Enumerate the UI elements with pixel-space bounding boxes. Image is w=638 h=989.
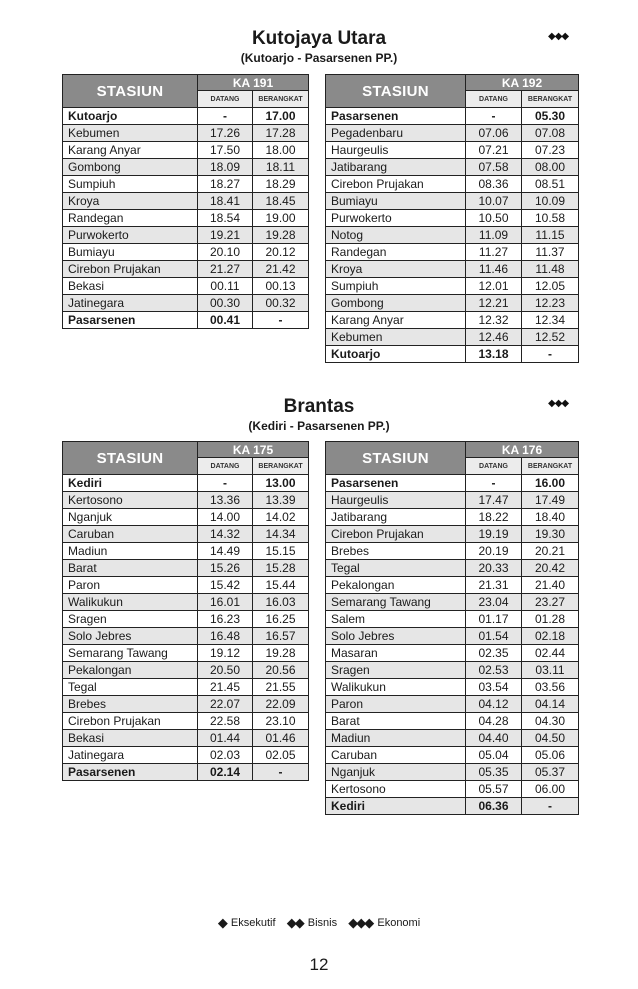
departure-time: 06.00 — [522, 781, 579, 798]
station-name: Kutoarjo — [63, 108, 198, 125]
timetable-row — [63, 475, 309, 492]
timetable-row — [63, 594, 309, 611]
timetable-row — [326, 108, 579, 125]
departure-time: 13.39 — [253, 492, 309, 509]
arrival-time: 22.07 — [198, 696, 253, 713]
arrival-time: 19.12 — [198, 645, 253, 662]
timetable-row — [63, 713, 309, 730]
station-name: Caruban — [63, 526, 198, 543]
arrival-time: 20.50 — [198, 662, 253, 679]
arrival-time: 23.04 — [466, 594, 522, 611]
departure-time: - — [522, 798, 579, 815]
departure-time: 19.00 — [253, 210, 309, 227]
departure-time: 16.57 — [253, 628, 309, 645]
page-number: 12 — [309, 955, 329, 974]
departure-time: 00.32 — [253, 295, 309, 312]
station-name: Sumpiuh — [63, 176, 198, 193]
timetable-row — [63, 628, 309, 645]
arrival-time: 14.32 — [198, 526, 253, 543]
timetable-row — [326, 747, 579, 764]
departure-time: 19.30 — [522, 526, 579, 543]
station-name: Walikukun — [326, 679, 466, 696]
departure-time: 12.34 — [522, 312, 579, 329]
arrival-time: 01.44 — [198, 730, 253, 747]
departure-time: 10.09 — [522, 193, 579, 210]
departure-time: 18.45 — [253, 193, 309, 210]
departure-time: 21.40 — [522, 577, 579, 594]
station-name: Kebumen — [326, 329, 466, 346]
station-name: Madiun — [63, 543, 198, 560]
departure-time: 12.23 — [522, 295, 579, 312]
arrival-time: 16.48 — [198, 628, 253, 645]
station-name: Karang Anyar — [63, 142, 198, 159]
station-name: Cirebon Prujakan — [326, 526, 466, 543]
arrival-time: 11.27 — [466, 244, 522, 261]
arrival-time: 12.01 — [466, 278, 522, 295]
arrival-time: 14.00 — [198, 509, 253, 526]
timetable-row — [326, 227, 579, 244]
departure-time: 18.40 — [522, 509, 579, 526]
timetable-row — [63, 108, 309, 125]
arrival-time: 01.17 — [466, 611, 522, 628]
station-name: Jatibarang — [326, 509, 466, 526]
station-name: Nganjuk — [63, 509, 198, 526]
departure-time: 23.10 — [253, 713, 309, 730]
station-name: Pasarsenen — [326, 108, 466, 125]
timetable-row — [63, 662, 309, 679]
timetable-row — [326, 210, 579, 227]
arrival-time: 07.21 — [466, 142, 522, 159]
station-name: Pasarsenen — [326, 475, 466, 492]
timetable-row — [326, 594, 579, 611]
timetable-row — [63, 176, 309, 193]
departure-time: 04.30 — [522, 713, 579, 730]
departure-time: - — [522, 346, 579, 363]
departure-time: 14.02 — [253, 509, 309, 526]
departure-time: 20.56 — [253, 662, 309, 679]
departure-time: 17.49 — [522, 492, 579, 509]
station-name: Haurgeulis — [326, 142, 466, 159]
departure-time: 18.00 — [253, 142, 309, 159]
timetable-row — [326, 193, 579, 210]
departure-time: 08.51 — [522, 176, 579, 193]
station-name: Caruban — [326, 747, 466, 764]
station-name: Paron — [63, 577, 198, 594]
arrival-time: 12.21 — [466, 295, 522, 312]
arrival-time: 11.09 — [466, 227, 522, 244]
departure-time: 16.00 — [522, 475, 579, 492]
timetable-row — [63, 560, 309, 577]
arrival-time: 16.01 — [198, 594, 253, 611]
timetable-row — [63, 227, 309, 244]
departure-time: 14.34 — [253, 526, 309, 543]
timetable-row — [326, 261, 579, 278]
station-name: Cirebon Prujakan — [63, 261, 198, 278]
station-name: Randegan — [326, 244, 466, 261]
departure-time: 05.06 — [522, 747, 579, 764]
timetable-row — [326, 492, 579, 509]
arrival-time: 11.46 — [466, 261, 522, 278]
station-name: Bekasi — [63, 730, 198, 747]
departure-time: 18.11 — [253, 159, 309, 176]
class-diamond-icon: ◆◆◆ — [548, 398, 569, 409]
timetable-row — [326, 509, 579, 526]
diamond-icon: ◆ — [217, 915, 226, 930]
station-name: Barat — [326, 713, 466, 730]
class-legend — [0, 915, 638, 931]
timetable-row — [326, 244, 579, 261]
departure-time: 02.05 — [253, 747, 309, 764]
arrival-time: 12.32 — [466, 312, 522, 329]
timetable-row — [63, 543, 309, 560]
timetable-row — [63, 509, 309, 526]
departure-time: 15.15 — [253, 543, 309, 560]
station-name: Kebumen — [63, 125, 198, 142]
arrival-time: 10.50 — [466, 210, 522, 227]
train-number-header: KA 175 — [198, 442, 309, 458]
station-column-header: STASIUN — [326, 75, 466, 108]
timetable-row — [63, 730, 309, 747]
section-title: Brantas — [283, 396, 355, 417]
departure-time: 18.29 — [253, 176, 309, 193]
departure-time: 07.08 — [522, 125, 579, 142]
station-name: Kertosono — [63, 492, 198, 509]
departure-column-header: BERANGKAT — [522, 91, 579, 108]
arrival-time: 02.35 — [466, 645, 522, 662]
arrival-time: 17.50 — [198, 142, 253, 159]
departure-time: 02.18 — [522, 628, 579, 645]
departure-time: 02.44 — [522, 645, 579, 662]
arrival-column-header: DATANG — [466, 458, 522, 475]
diamond-icon: ◆◆◆ — [348, 915, 373, 930]
timetable-row — [63, 142, 309, 159]
station-name: Karang Anyar — [326, 312, 466, 329]
timetable-row — [326, 329, 579, 346]
station-name: Paron — [326, 696, 466, 713]
departure-time: 04.14 — [522, 696, 579, 713]
departure-time: 20.21 — [522, 543, 579, 560]
timetable-row — [326, 125, 579, 142]
station-name: Notog — [326, 227, 466, 244]
arrival-column-header: DATANG — [466, 91, 522, 108]
departure-column-header: BERANGKAT — [253, 458, 309, 475]
timetable-row — [326, 142, 579, 159]
timetable-row — [326, 713, 579, 730]
station-name: Cirebon Prujakan — [326, 176, 466, 193]
station-name: Barat — [63, 560, 198, 577]
departure-time: 05.37 — [522, 764, 579, 781]
timetable-row — [63, 244, 309, 261]
departure-time: 16.03 — [253, 594, 309, 611]
station-name: Sumpiuh — [326, 278, 466, 295]
station-name: Bumiayu — [326, 193, 466, 210]
timetable-row — [326, 475, 579, 492]
departure-time: 08.00 — [522, 159, 579, 176]
departure-time: 03.11 — [522, 662, 579, 679]
timetable-row — [326, 295, 579, 312]
departure-column-header: BERANGKAT — [522, 458, 579, 475]
arrival-time: 04.28 — [466, 713, 522, 730]
legend-label: Ekonomi — [377, 917, 421, 929]
station-name: Sragen — [63, 611, 198, 628]
arrival-time: 17.26 — [198, 125, 253, 142]
timetable-row — [63, 747, 309, 764]
arrival-time: 15.26 — [198, 560, 253, 577]
station-name: Jatinegara — [63, 747, 198, 764]
arrival-time: 14.49 — [198, 543, 253, 560]
arrival-time: 04.12 — [466, 696, 522, 713]
timetable-row — [326, 645, 579, 662]
arrival-time: 06.36 — [466, 798, 522, 815]
timetable — [325, 441, 579, 815]
timetable-row — [326, 346, 579, 363]
arrival-time: 12.46 — [466, 329, 522, 346]
station-column-header: STASIUN — [326, 442, 466, 475]
arrival-time: 18.22 — [466, 509, 522, 526]
timetable-row — [63, 577, 309, 594]
timetable-row — [326, 159, 579, 176]
timetable — [62, 441, 309, 781]
section-title: Kutojaya Utara — [251, 28, 387, 49]
station-column-header: STASIUN — [63, 442, 198, 475]
timetable-row — [63, 295, 309, 312]
station-name: Brebes — [63, 696, 198, 713]
arrival-time: 21.27 — [198, 261, 253, 278]
timetable-row — [63, 764, 309, 781]
legend-label: Eksekutif — [230, 917, 276, 929]
arrival-time: 13.36 — [198, 492, 253, 509]
train-number-header: KA 191 — [198, 75, 309, 91]
departure-time: 05.30 — [522, 108, 579, 125]
arrival-time: 00.11 — [198, 278, 253, 295]
arrival-time: - — [198, 108, 253, 125]
timetable-row — [63, 193, 309, 210]
timetable-row — [326, 628, 579, 645]
departure-time: 11.48 — [522, 261, 579, 278]
timetable-row — [326, 679, 579, 696]
arrival-time: 02.14 — [198, 764, 253, 781]
arrival-time: 15.42 — [198, 577, 253, 594]
departure-time: 21.55 — [253, 679, 309, 696]
arrival-time: - — [466, 475, 522, 492]
arrival-time: 00.30 — [198, 295, 253, 312]
station-name: Jatibarang — [326, 159, 466, 176]
station-name: Salem — [326, 611, 466, 628]
departure-time: 13.00 — [253, 475, 309, 492]
station-name: Bekasi — [63, 278, 198, 295]
arrival-time: 19.19 — [466, 526, 522, 543]
timetable-row — [326, 278, 579, 295]
station-name: Gombong — [326, 295, 466, 312]
arrival-time: 08.36 — [466, 176, 522, 193]
station-name: Kediri — [63, 475, 198, 492]
arrival-time: 00.41 — [198, 312, 253, 329]
departure-time: 03.56 — [522, 679, 579, 696]
station-name: Bumiayu — [63, 244, 198, 261]
timetable-row — [63, 210, 309, 227]
arrival-time: 20.19 — [466, 543, 522, 560]
timetable-row — [63, 159, 309, 176]
departure-time: 00.13 — [253, 278, 309, 295]
timetable-row — [326, 611, 579, 628]
arrival-time: 18.09 — [198, 159, 253, 176]
timetable-row — [63, 611, 309, 628]
timetable-row — [326, 781, 579, 798]
arrival-time: 20.10 — [198, 244, 253, 261]
departure-time: 17.28 — [253, 125, 309, 142]
section-subtitle: (Kutoarjo - Pasarsenen PP.) — [240, 51, 398, 65]
station-column-header: STASIUN — [63, 75, 198, 108]
timetable-row — [63, 312, 309, 329]
arrival-time: 02.03 — [198, 747, 253, 764]
timetable-row — [63, 645, 309, 662]
departure-time: 21.42 — [253, 261, 309, 278]
arrival-time: 18.41 — [198, 193, 253, 210]
departure-time: 23.27 — [522, 594, 579, 611]
timetable — [325, 74, 579, 363]
timetable-row — [326, 176, 579, 193]
arrival-time: 18.27 — [198, 176, 253, 193]
diamond-icon: ◆◆ — [286, 915, 303, 930]
arrival-time: 21.45 — [198, 679, 253, 696]
station-name: Pegadenbaru — [326, 125, 466, 142]
departure-time: - — [253, 312, 309, 329]
departure-time: 11.37 — [522, 244, 579, 261]
arrival-time: 05.57 — [466, 781, 522, 798]
arrival-time: 01.54 — [466, 628, 522, 645]
timetable-row — [63, 679, 309, 696]
timetable-row — [326, 696, 579, 713]
train-number-header: KA 176 — [466, 442, 579, 458]
station-name: Nganjuk — [326, 764, 466, 781]
timetable-row — [63, 125, 309, 142]
arrival-time: 22.58 — [198, 713, 253, 730]
departure-time: 10.58 — [522, 210, 579, 227]
departure-time: 15.28 — [253, 560, 309, 577]
station-name: Tegal — [63, 679, 198, 696]
station-name: Pasarsenen — [63, 764, 198, 781]
departure-time: - — [253, 764, 309, 781]
departure-time: 01.28 — [522, 611, 579, 628]
station-name: Kediri — [326, 798, 466, 815]
timetable-row — [326, 798, 579, 815]
departure-time: 16.25 — [253, 611, 309, 628]
station-name: Brebes — [326, 543, 466, 560]
timetable-row — [326, 764, 579, 781]
arrival-time: 10.07 — [466, 193, 522, 210]
timetable-row — [326, 543, 579, 560]
station-name: Kutoarjo — [326, 346, 466, 363]
arrival-time: 05.35 — [466, 764, 522, 781]
station-name: Pekalongan — [63, 662, 198, 679]
timetable-row — [326, 312, 579, 329]
timetable-row — [326, 730, 579, 747]
station-name: Kroya — [326, 261, 466, 278]
timetable-row — [63, 696, 309, 713]
arrival-time: 19.21 — [198, 227, 253, 244]
arrival-time: 07.06 — [466, 125, 522, 142]
arrival-time: 07.58 — [466, 159, 522, 176]
station-name: Madiun — [326, 730, 466, 747]
arrival-time: - — [466, 108, 522, 125]
station-name: Jatinegara — [63, 295, 198, 312]
departure-time: 12.52 — [522, 329, 579, 346]
station-name: Semarang Tawang — [63, 645, 198, 662]
station-name: Tegal — [326, 560, 466, 577]
timetable-row — [326, 526, 579, 543]
station-name: Cirebon Prujakan — [63, 713, 198, 730]
timetable-row — [63, 278, 309, 295]
station-name: Purwokerto — [326, 210, 466, 227]
arrival-time: 20.33 — [466, 560, 522, 577]
section-subtitle: (Kediri - Pasarsenen PP.) — [248, 419, 390, 433]
station-name: Masaran — [326, 645, 466, 662]
departure-time: 19.28 — [253, 645, 309, 662]
timetable — [62, 74, 309, 329]
arrival-time: 05.04 — [466, 747, 522, 764]
arrival-time: 02.53 — [466, 662, 522, 679]
timetable-row — [63, 492, 309, 509]
arrival-time: 04.40 — [466, 730, 522, 747]
departure-column-header: BERANGKAT — [253, 91, 309, 108]
arrival-time: 21.31 — [466, 577, 522, 594]
class-diamond-icon: ◆◆◆ — [548, 31, 569, 42]
station-name: Solo Jebres — [63, 628, 198, 645]
train-number-header: KA 192 — [466, 75, 579, 91]
departure-time: 01.46 — [253, 730, 309, 747]
station-name: Kroya — [63, 193, 198, 210]
station-name: Randegan — [63, 210, 198, 227]
departure-time: 20.12 — [253, 244, 309, 261]
departure-time: 12.05 — [522, 278, 579, 295]
departure-time: 22.09 — [253, 696, 309, 713]
station-name: Haurgeulis — [326, 492, 466, 509]
station-name: Solo Jebres — [326, 628, 466, 645]
departure-time: 15.44 — [253, 577, 309, 594]
station-name: Gombong — [63, 159, 198, 176]
station-name: Pekalongan — [326, 577, 466, 594]
timetable-row — [326, 662, 579, 679]
arrival-column-header: DATANG — [198, 91, 253, 108]
station-name: Purwokerto — [63, 227, 198, 244]
departure-time: 11.15 — [522, 227, 579, 244]
station-name: Walikukun — [63, 594, 198, 611]
arrival-time: 17.47 — [466, 492, 522, 509]
timetable-row — [326, 577, 579, 594]
timetable-row — [326, 560, 579, 577]
timetable-row — [63, 526, 309, 543]
departure-time: 07.23 — [522, 142, 579, 159]
arrival-time: 03.54 — [466, 679, 522, 696]
station-name: Semarang Tawang — [326, 594, 466, 611]
arrival-time: 18.54 — [198, 210, 253, 227]
departure-time: 04.50 — [522, 730, 579, 747]
arrival-column-header: DATANG — [198, 458, 253, 475]
arrival-time: - — [198, 475, 253, 492]
arrival-time: 13.18 — [466, 346, 522, 363]
arrival-time: 16.23 — [198, 611, 253, 628]
station-name: Sragen — [326, 662, 466, 679]
legend-label: Bisnis — [307, 917, 338, 929]
departure-time: 19.28 — [253, 227, 309, 244]
timetable-row — [63, 261, 309, 278]
departure-time: 20.42 — [522, 560, 579, 577]
departure-time: 17.00 — [253, 108, 309, 125]
station-name: Pasarsenen — [63, 312, 198, 329]
station-name: Kertosono — [326, 781, 466, 798]
